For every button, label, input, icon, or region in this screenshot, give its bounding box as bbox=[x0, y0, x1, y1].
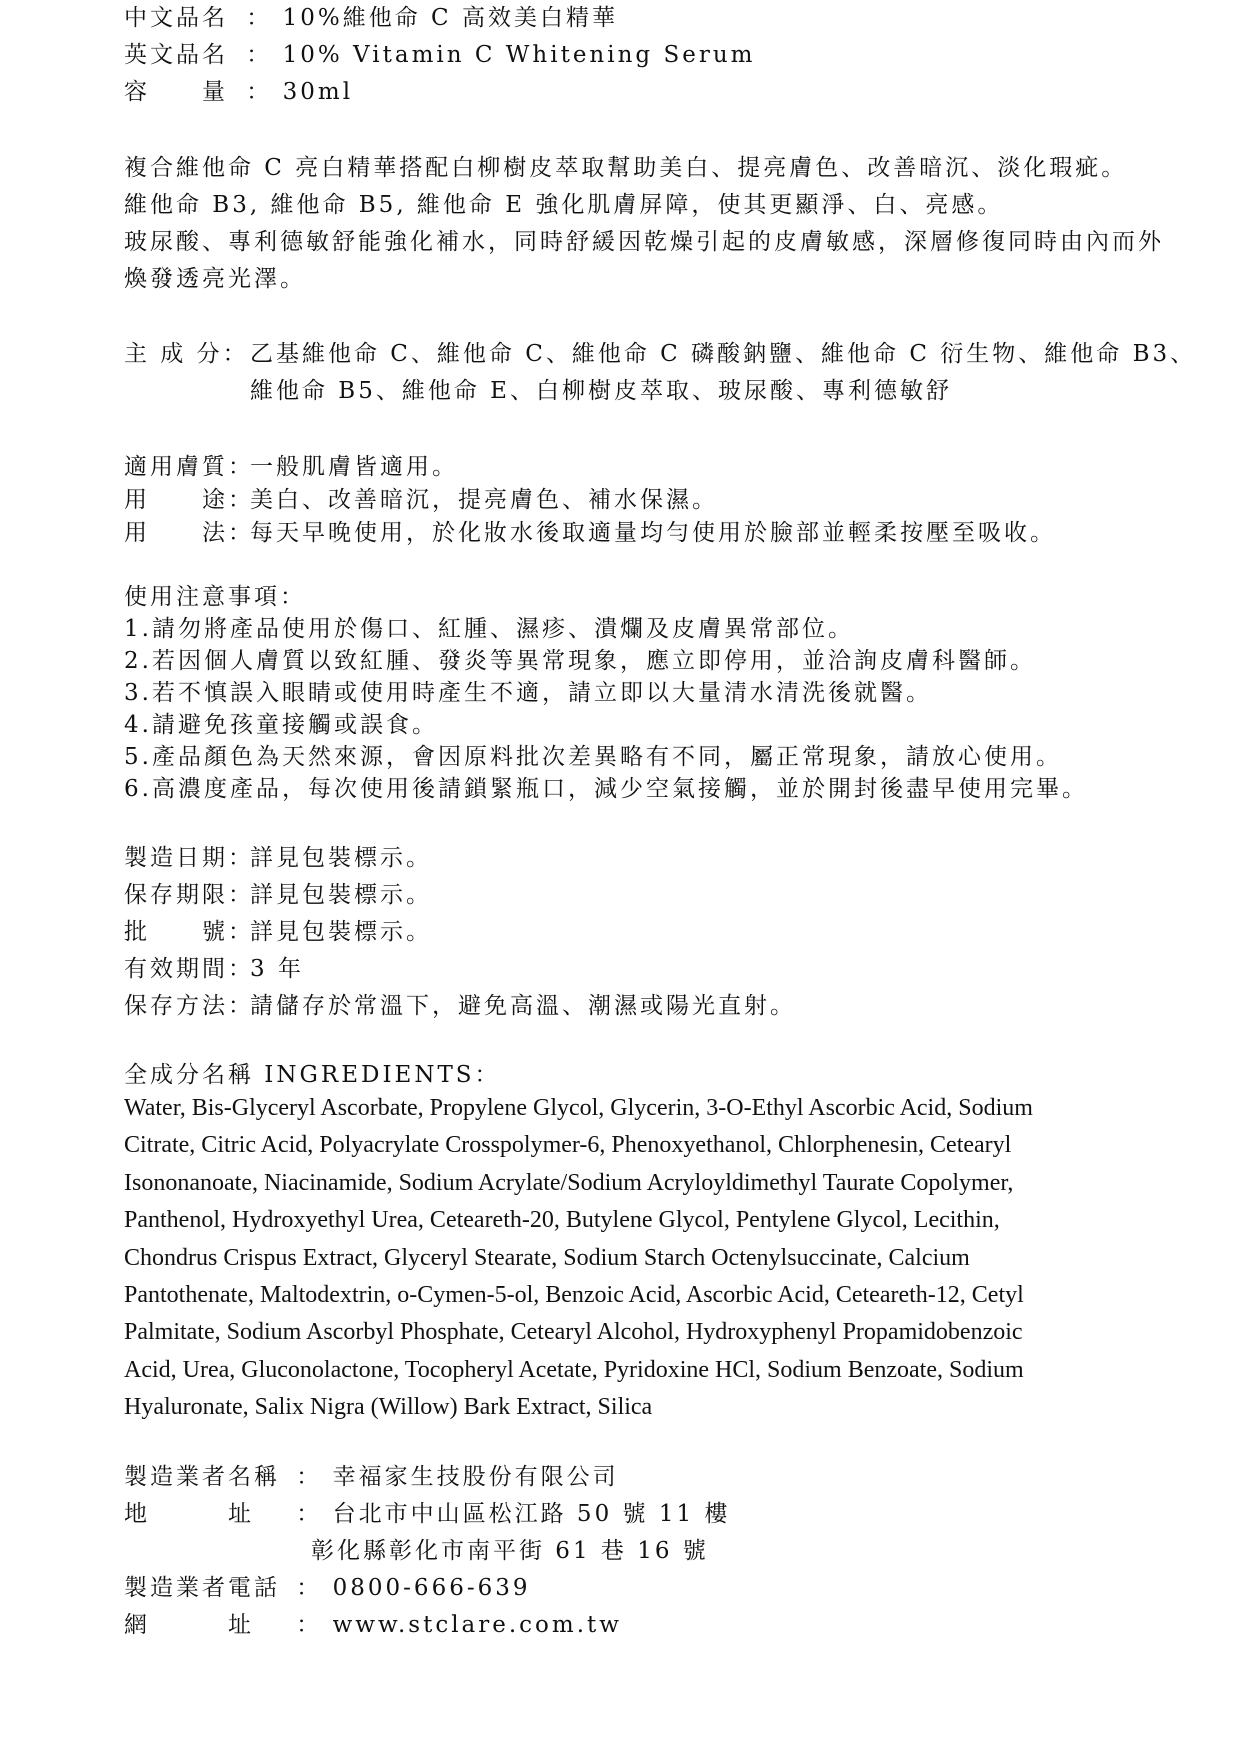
validity-row bbox=[124, 954, 304, 984]
skin-type-value: 一般肌膚皆適用。 bbox=[250, 454, 458, 480]
manufacturer-website-row: 網 址 ： www.stclare.com.tw bbox=[124, 1612, 622, 1638]
batch-label: 批 號： bbox=[124, 919, 254, 945]
skin-type-row bbox=[124, 452, 458, 482]
main-ingredients-row bbox=[124, 339, 1196, 369]
shelf-life-row bbox=[124, 880, 432, 910]
shelf-life-value: 詳見包裝標示。 bbox=[250, 882, 432, 908]
precaution-item: 4.請避免孩童接觸或誤食。 bbox=[124, 712, 438, 738]
method-value: 每天早晚使用，於化妝水後取適量均勻使用於臉部並輕柔按壓至吸收。 bbox=[250, 520, 1056, 546]
en-name-label: 英文品名 bbox=[124, 42, 228, 68]
manufacturer-website-value: www.stclare.com.tw bbox=[332, 1612, 622, 1638]
manufacturer-address-label: 地 址 bbox=[124, 1501, 254, 1527]
ingredients-line: Pantothenate, Maltodextrin, o-Cymen-5-ol, Benzoic Acid, Ascorbic Acid, Ceteareth-12, Cetyl bbox=[124, 1282, 1024, 1309]
precaution-item: 2.若因個人膚質以致紅腫、發炎等異常現象，應立即停用，並洽詢皮膚科醫師。 bbox=[124, 648, 1036, 674]
mfg-date-label: 製造日期： bbox=[124, 845, 254, 871]
manufacturer-phone-row: 製造業者電話 ： 0800-666-639 bbox=[124, 1575, 531, 1601]
description-line: 煥發透亮光澤。 bbox=[124, 266, 306, 292]
manufacturer-website-label: 網 址 bbox=[124, 1612, 254, 1638]
ingredients-line: Water, Bis-Glyceryl Ascorbate, Propylene Glycol, Glycerin, 3-O-Ethyl Ascorbic Acid, Sodium bbox=[124, 1095, 1033, 1121]
ingredients-line: Hyaluronate, Salix Nigra (Willow) Bark Extract, Silica bbox=[124, 1394, 653, 1421]
main-ingredients-label: 主 成 分： bbox=[124, 341, 249, 367]
main-ingredients-line1: 乙基維他命 C、維他命 C、維他命 C 磷酸鈉鹽、維他命 C 衍生物、維他命 B3、 bbox=[250, 341, 1197, 367]
purpose-label: 用 途： bbox=[124, 487, 254, 513]
manufacturer-name-label: 製造業者名稱 bbox=[124, 1464, 280, 1490]
precaution-item: 3.若不慎誤入眼睛或使用時產生不適，請立即以大量清水清洗後就醫。 bbox=[124, 680, 932, 706]
batch-value: 詳見包裝標示。 bbox=[250, 919, 432, 945]
purpose-row bbox=[124, 485, 718, 515]
capacity-value: 30ml bbox=[282, 79, 354, 105]
manufacturer-name-row: 製造業者名稱 ： 幸福家生技股份有限公司 bbox=[124, 1464, 619, 1490]
precaution-item: 1.請勿將產品使用於傷口、紅腫、濕疹、潰爛及皮膚異常部位。 bbox=[124, 616, 854, 642]
batch-row bbox=[124, 917, 432, 947]
ingredients-line: Citrate, Citric Acid, Polyacrylate Crosspolymer-6, Phenoxyethanol, Chlorphenesin, Cetearyl bbox=[124, 1132, 1012, 1159]
ingredients-line: Chondrus Crispus Extract, Glyceryl Stearate, Sodium Starch Octenylsuccinate, Calcium bbox=[124, 1244, 970, 1271]
manufacturer-phone-value: 0800-666-639 bbox=[332, 1575, 531, 1601]
method-label: 用 法： bbox=[124, 520, 254, 546]
purpose-value: 美白、改善暗沉，提亮膚色、補水保濕。 bbox=[250, 487, 718, 513]
manufacturer-address-line1: 台北市中山區松江路 50 號 11 樓 bbox=[332, 1501, 731, 1527]
ingredients-line: Panthenol, Hydroxyethyl Urea, Ceteareth-20, Butylene Glycol, Pentylene Glycol, Lecithin, bbox=[124, 1207, 1000, 1234]
manufacturer-address-line2: 彰化縣彰化市南平街 61 巷 16 號 bbox=[311, 1538, 709, 1564]
ingredients-line: Acid, Urea, Gluconolactone, Tocopheryl Acetate, Pyridoxine HCl, Sodium Benzoate, Sodium bbox=[124, 1356, 1024, 1383]
cn-name-row: 中文品名 ： 10%維他命 C 高效美白精華 bbox=[124, 5, 618, 31]
mfg-date-value: 詳見包裝標示。 bbox=[250, 845, 432, 871]
capacity-row: 容 量 ： 30ml bbox=[124, 79, 354, 105]
shelf-life-label: 保存期限： bbox=[124, 882, 254, 908]
ingredients-line: Palmitate, Sodium Ascorbyl Phosphate, Cetearyl Alcohol, Hydroxyphenyl Propamidobenzoic bbox=[124, 1319, 1023, 1346]
precaution-item: 5.產品顏色為天然來源，會因原料批次差異略有不同，屬正常現象，請放心使用。 bbox=[124, 744, 1062, 770]
mfg-date-row bbox=[124, 843, 432, 873]
validity-value: 3 年 bbox=[250, 956, 304, 982]
en-name-row: 英文品名 ： 10% Vitamin C Whitening Serum bbox=[124, 42, 756, 68]
en-name-value: 10% Vitamin C Whitening Serum bbox=[282, 42, 756, 68]
manufacturer-address-row: 地 址 ： 台北市中山區松江路 50 號 11 樓 bbox=[124, 1501, 731, 1527]
storage-value: 請儲存於常溫下，避免高溫、潮濕或陽光直射。 bbox=[250, 993, 796, 1019]
storage-row bbox=[124, 991, 796, 1021]
capacity-label: 容 量 bbox=[124, 79, 228, 105]
main-ingredients-line2: 維他命 B5、維他命 E、白柳樹皮萃取、玻尿酸、專利德敏舒 bbox=[250, 378, 952, 404]
skin-type-label: 適用膚質： bbox=[124, 454, 254, 480]
ingredients-list bbox=[124, 1090, 1124, 1427]
storage-label: 保存方法： bbox=[124, 993, 254, 1019]
ingredients-line: Isononanoate, Niacinamide, Sodium Acrylate/Sodium Acryloyldimethyl Taurate Copolymer, bbox=[124, 1169, 1014, 1196]
precautions-title: 使用注意事項： bbox=[124, 584, 306, 610]
cn-name-label: 中文品名 bbox=[124, 5, 228, 31]
manufacturer-phone-label: 製造業者電話 bbox=[124, 1575, 280, 1601]
method-row bbox=[124, 518, 1056, 548]
ingredients-title: 全成分名稱 INGREDIENTS： bbox=[124, 1062, 501, 1088]
cn-name-value: 10%維他命 C 高效美白精華 bbox=[282, 5, 618, 31]
precaution-item: 6.高濃度產品，每次使用後請鎖緊瓶口，減少空氣接觸，並於開封後盡早使用完畢。 bbox=[124, 776, 1088, 802]
manufacturer-name-value: 幸福家生技股份有限公司 bbox=[332, 1464, 619, 1490]
description-line: 玻尿酸、專利德敏舒能強化補水，同時舒緩因乾燥引起的皮膚敏感，深層修復同時由內而外 bbox=[124, 229, 1164, 255]
description-line: 維他命 B3, 維他命 B5, 維他命 E 強化肌膚屏障，使其更顯淨、白、亮感。 bbox=[124, 192, 1004, 218]
validity-label: 有效期間： bbox=[124, 956, 254, 982]
description-line: 複合維他命 C 亮白精華搭配白柳樹皮萃取幫助美白、提亮膚色、改善暗沉、淡化瑕疵。 bbox=[124, 155, 1128, 181]
